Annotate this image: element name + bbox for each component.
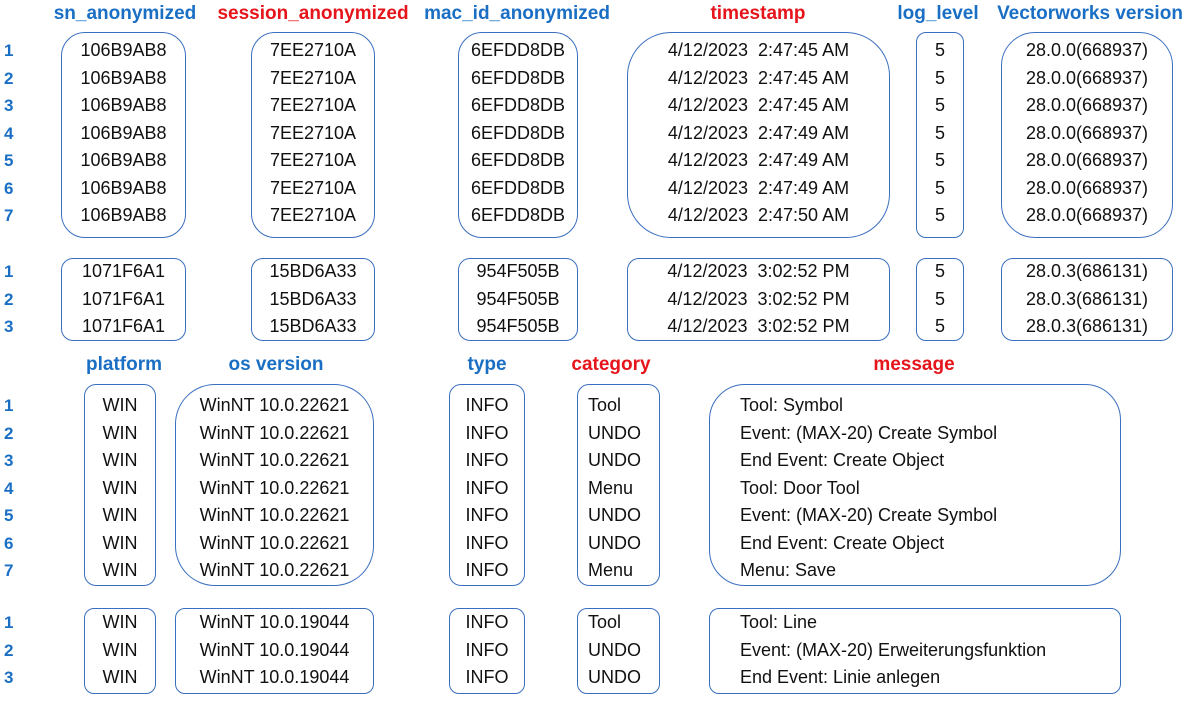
- row-number: 7: [4, 561, 14, 580]
- message-cell: Tool: Symbol: [740, 395, 844, 415]
- message-cell: Event: (MAX-20) Create Symbol: [740, 505, 998, 525]
- type-cell: INFO: [465, 422, 509, 443]
- row-number: 1: [4, 613, 14, 632]
- message-cell: Menu: Save: [740, 560, 837, 580]
- session-cell: 7EE2710A: [269, 67, 357, 88]
- row-number: 7: [4, 206, 14, 225]
- category-cell: UNDO: [588, 450, 641, 470]
- version-cell: 28.0.3(686131): [1025, 288, 1149, 309]
- timestamp-cell: 4/12/2023 2:47:49 AM: [667, 177, 850, 198]
- mac-cell: 6EFDD8DB: [470, 177, 566, 198]
- mac-cell: 954F505B: [476, 288, 560, 309]
- os-cell: WinNT 10.0.22621: [199, 422, 350, 443]
- log-level-cell: 5: [934, 288, 945, 309]
- sn-cell: 106B9AB8: [80, 95, 167, 115]
- header-vectorworks-version: Vectorworks version: [997, 3, 1183, 24]
- mac-group-a-values: [460, 37, 576, 230]
- row-numbers-top-group-b: [4, 258, 22, 341]
- category-group-b-values: [588, 609, 658, 692]
- session-group-a-values: [253, 37, 373, 230]
- timestamp-cell: 4/12/2023 2:47:45 AM: [667, 95, 850, 115]
- message-cell: End Event: Create Object: [740, 532, 945, 553]
- category-cell: UNDO: [588, 532, 641, 553]
- category-group-a-values: [588, 392, 658, 585]
- header-message: message: [873, 354, 955, 375]
- log-level-group-a-values: [918, 37, 962, 230]
- timestamp-cell: 4/12/2023 2:47:49 AM: [667, 122, 850, 143]
- os-cell: WinNT 10.0.22621: [199, 477, 350, 498]
- row-number: 5: [4, 151, 14, 170]
- header-timestamp: timestamp: [710, 3, 806, 24]
- log-level-cell: 5: [934, 261, 945, 281]
- header-category: category: [571, 354, 651, 375]
- message-cell: Event: (MAX-20) Create Symbol: [740, 422, 998, 443]
- timestamp-cell: 4/12/2023 3:02:52 PM: [667, 261, 850, 281]
- row-number: 1: [4, 396, 14, 415]
- timestamp-cell: 4/12/2023 2:47:45 AM: [667, 40, 850, 60]
- log-level-cell: 5: [934, 122, 945, 143]
- message-cell: Event: (MAX-20) Erweiterungsfunktion: [740, 639, 1047, 660]
- sn-cell: 106B9AB8: [80, 150, 167, 170]
- session-cell: 7EE2710A: [269, 122, 357, 143]
- sn-cell: 1071F6A1: [81, 261, 166, 281]
- category-cell: Tool: [588, 395, 622, 415]
- row-number: 2: [4, 423, 14, 443]
- header-session-anonymized: session_anonymized: [217, 3, 409, 24]
- category-cell: UNDO: [588, 505, 641, 525]
- row-numbers-bottom-group-b: [4, 609, 22, 692]
- session-cell: 7EE2710A: [269, 40, 357, 60]
- category-cell: UNDO: [588, 667, 641, 687]
- platform-cell: WIN: [102, 639, 138, 660]
- log-level-cell: 5: [934, 316, 945, 336]
- type-cell: INFO: [465, 395, 509, 415]
- category-cell: UNDO: [588, 639, 641, 660]
- platform-cell: WIN: [102, 477, 138, 498]
- sn-cell: 106B9AB8: [80, 177, 167, 198]
- row-number: 3: [4, 96, 14, 115]
- sn-group-a-values: [63, 37, 184, 230]
- os-group-b-values: [177, 609, 372, 692]
- type-cell: INFO: [465, 639, 509, 660]
- os-cell: WinNT 10.0.22621: [199, 505, 350, 525]
- row-number: 2: [4, 68, 14, 88]
- row-number: 1: [4, 262, 14, 281]
- row-number: 3: [4, 668, 14, 687]
- os-cell: WinNT 10.0.22621: [199, 450, 350, 470]
- category-cell: Menu: [588, 477, 634, 498]
- row-numbers-bottom-group-a: [4, 392, 22, 585]
- version-cell: 28.0.0(668937): [1025, 177, 1149, 198]
- row-number: 2: [4, 289, 14, 309]
- session-cell: 7EE2710A: [269, 177, 357, 198]
- sn-cell: 106B9AB8: [80, 40, 167, 60]
- platform-cell: WIN: [102, 667, 138, 687]
- sn-cell: 106B9AB8: [80, 122, 167, 143]
- header-log-level: log_level: [897, 3, 979, 24]
- header-type: type: [467, 354, 507, 375]
- header-mac-id-anonymized: mac_id_anonymized: [424, 3, 610, 24]
- mac-cell: 6EFDD8DB: [470, 67, 566, 88]
- os-cell: WinNT 10.0.19044: [199, 612, 350, 632]
- message-group-b-values: [740, 609, 1116, 692]
- version-cell: 28.0.0(668937): [1025, 95, 1149, 115]
- mac-cell: 954F505B: [476, 261, 560, 281]
- row-number: 2: [4, 640, 14, 660]
- platform-cell: WIN: [102, 532, 138, 553]
- os-cell: WinNT 10.0.19044: [199, 667, 350, 687]
- row-number: 6: [4, 533, 14, 553]
- platform-cell: WIN: [102, 560, 138, 580]
- timestamp-group-b-values: [630, 258, 887, 341]
- session-cell: 15BD6A33: [269, 316, 357, 336]
- message-cell: Tool: Line: [740, 612, 818, 632]
- log-level-group-b-values: [918, 258, 962, 341]
- log-level-cell: 5: [934, 40, 945, 60]
- sn-cell: 106B9AB8: [80, 67, 167, 88]
- category-cell: Tool: [588, 612, 622, 632]
- category-cell: Menu: [588, 560, 634, 580]
- platform-cell: WIN: [102, 422, 138, 443]
- timestamp-cell: 4/12/2023 3:02:52 PM: [667, 316, 850, 336]
- os-cell: WinNT 10.0.22621: [199, 395, 350, 415]
- platform-cell: WIN: [102, 395, 138, 415]
- timestamp-cell: 4/12/2023 2:47:50 AM: [667, 205, 850, 225]
- type-cell: INFO: [465, 532, 509, 553]
- mac-cell: 954F505B: [476, 316, 560, 336]
- log-level-cell: 5: [934, 177, 945, 198]
- session-cell: 15BD6A33: [269, 261, 357, 281]
- version-cell: 28.0.0(668937): [1025, 67, 1149, 88]
- session-cell: 7EE2710A: [269, 150, 357, 170]
- row-number: 3: [4, 451, 14, 470]
- message-group-a-values: [740, 392, 1110, 585]
- timestamp-cell: 4/12/2023 2:47:49 AM: [667, 150, 850, 170]
- version-cell: 28.0.0(668937): [1025, 150, 1149, 170]
- sn-cell: 106B9AB8: [80, 205, 167, 225]
- header-platform: platform: [86, 354, 162, 375]
- log-level-cell: 5: [934, 150, 945, 170]
- message-cell: End Event: Create Object: [740, 450, 945, 470]
- type-cell: INFO: [465, 560, 509, 580]
- version-cell: 28.0.3(686131): [1025, 261, 1149, 281]
- header-sn-anonymized: sn_anonymized: [53, 3, 197, 24]
- session-cell: 7EE2710A: [269, 95, 357, 115]
- version-group-a-values: [1003, 37, 1171, 230]
- timestamp-cell: 4/12/2023 3:02:52 PM: [667, 288, 850, 309]
- version-cell: 28.0.0(668937): [1025, 205, 1149, 225]
- os-cell: WinNT 10.0.19044: [199, 639, 350, 660]
- sn-group-b-values: [63, 258, 184, 341]
- platform-group-a-values: [86, 392, 154, 585]
- mac-cell: 6EFDD8DB: [470, 122, 566, 143]
- row-number: 1: [4, 41, 14, 60]
- message-cell: Tool: Door Tool: [740, 477, 860, 498]
- mac-cell: 6EFDD8DB: [470, 205, 566, 225]
- row-number: 4: [4, 478, 14, 498]
- sn-cell: 1071F6A1: [81, 288, 166, 309]
- sn-cell: 1071F6A1: [81, 316, 166, 336]
- mac-cell: 6EFDD8DB: [470, 150, 566, 170]
- os-cell: WinNT 10.0.22621: [199, 560, 350, 580]
- message-cell: End Event: Linie anlegen: [740, 667, 941, 687]
- log-level-cell: 5: [934, 205, 945, 225]
- session-group-b-values: [253, 258, 373, 341]
- os-group-a-values: [177, 392, 372, 585]
- row-number: 3: [4, 317, 14, 336]
- type-cell: INFO: [465, 612, 509, 632]
- mac-cell: 6EFDD8DB: [470, 95, 566, 115]
- type-group-a-values: [451, 392, 523, 585]
- session-cell: 15BD6A33: [269, 288, 357, 309]
- category-cell: UNDO: [588, 422, 641, 443]
- header-os-version: os version: [228, 354, 324, 375]
- os-cell: WinNT 10.0.22621: [199, 532, 350, 553]
- type-cell: INFO: [465, 667, 509, 687]
- timestamp-group-a-values: [630, 37, 887, 230]
- type-group-b-values: [451, 609, 523, 692]
- row-numbers-top-group-a: [4, 37, 22, 230]
- mac-group-b-values: [460, 258, 576, 341]
- platform-cell: WIN: [102, 505, 138, 525]
- platform-cell: WIN: [102, 612, 138, 632]
- platform-group-b-values: [86, 609, 154, 692]
- platform-cell: WIN: [102, 450, 138, 470]
- type-cell: INFO: [465, 505, 509, 525]
- version-cell: 28.0.3(686131): [1025, 316, 1149, 336]
- version-group-b-values: [1003, 258, 1171, 341]
- timestamp-cell: 4/12/2023 2:47:45 AM: [667, 67, 850, 88]
- row-number: 4: [4, 123, 14, 143]
- version-cell: 28.0.0(668937): [1025, 40, 1149, 60]
- log-level-cell: 5: [934, 95, 945, 115]
- version-cell: 28.0.0(668937): [1025, 122, 1149, 143]
- session-cell: 7EE2710A: [269, 205, 357, 225]
- mac-cell: 6EFDD8DB: [470, 40, 566, 60]
- row-number: 5: [4, 506, 14, 525]
- type-cell: INFO: [465, 450, 509, 470]
- log-level-cell: 5: [934, 67, 945, 88]
- row-number: 6: [4, 178, 14, 198]
- type-cell: INFO: [465, 477, 509, 498]
